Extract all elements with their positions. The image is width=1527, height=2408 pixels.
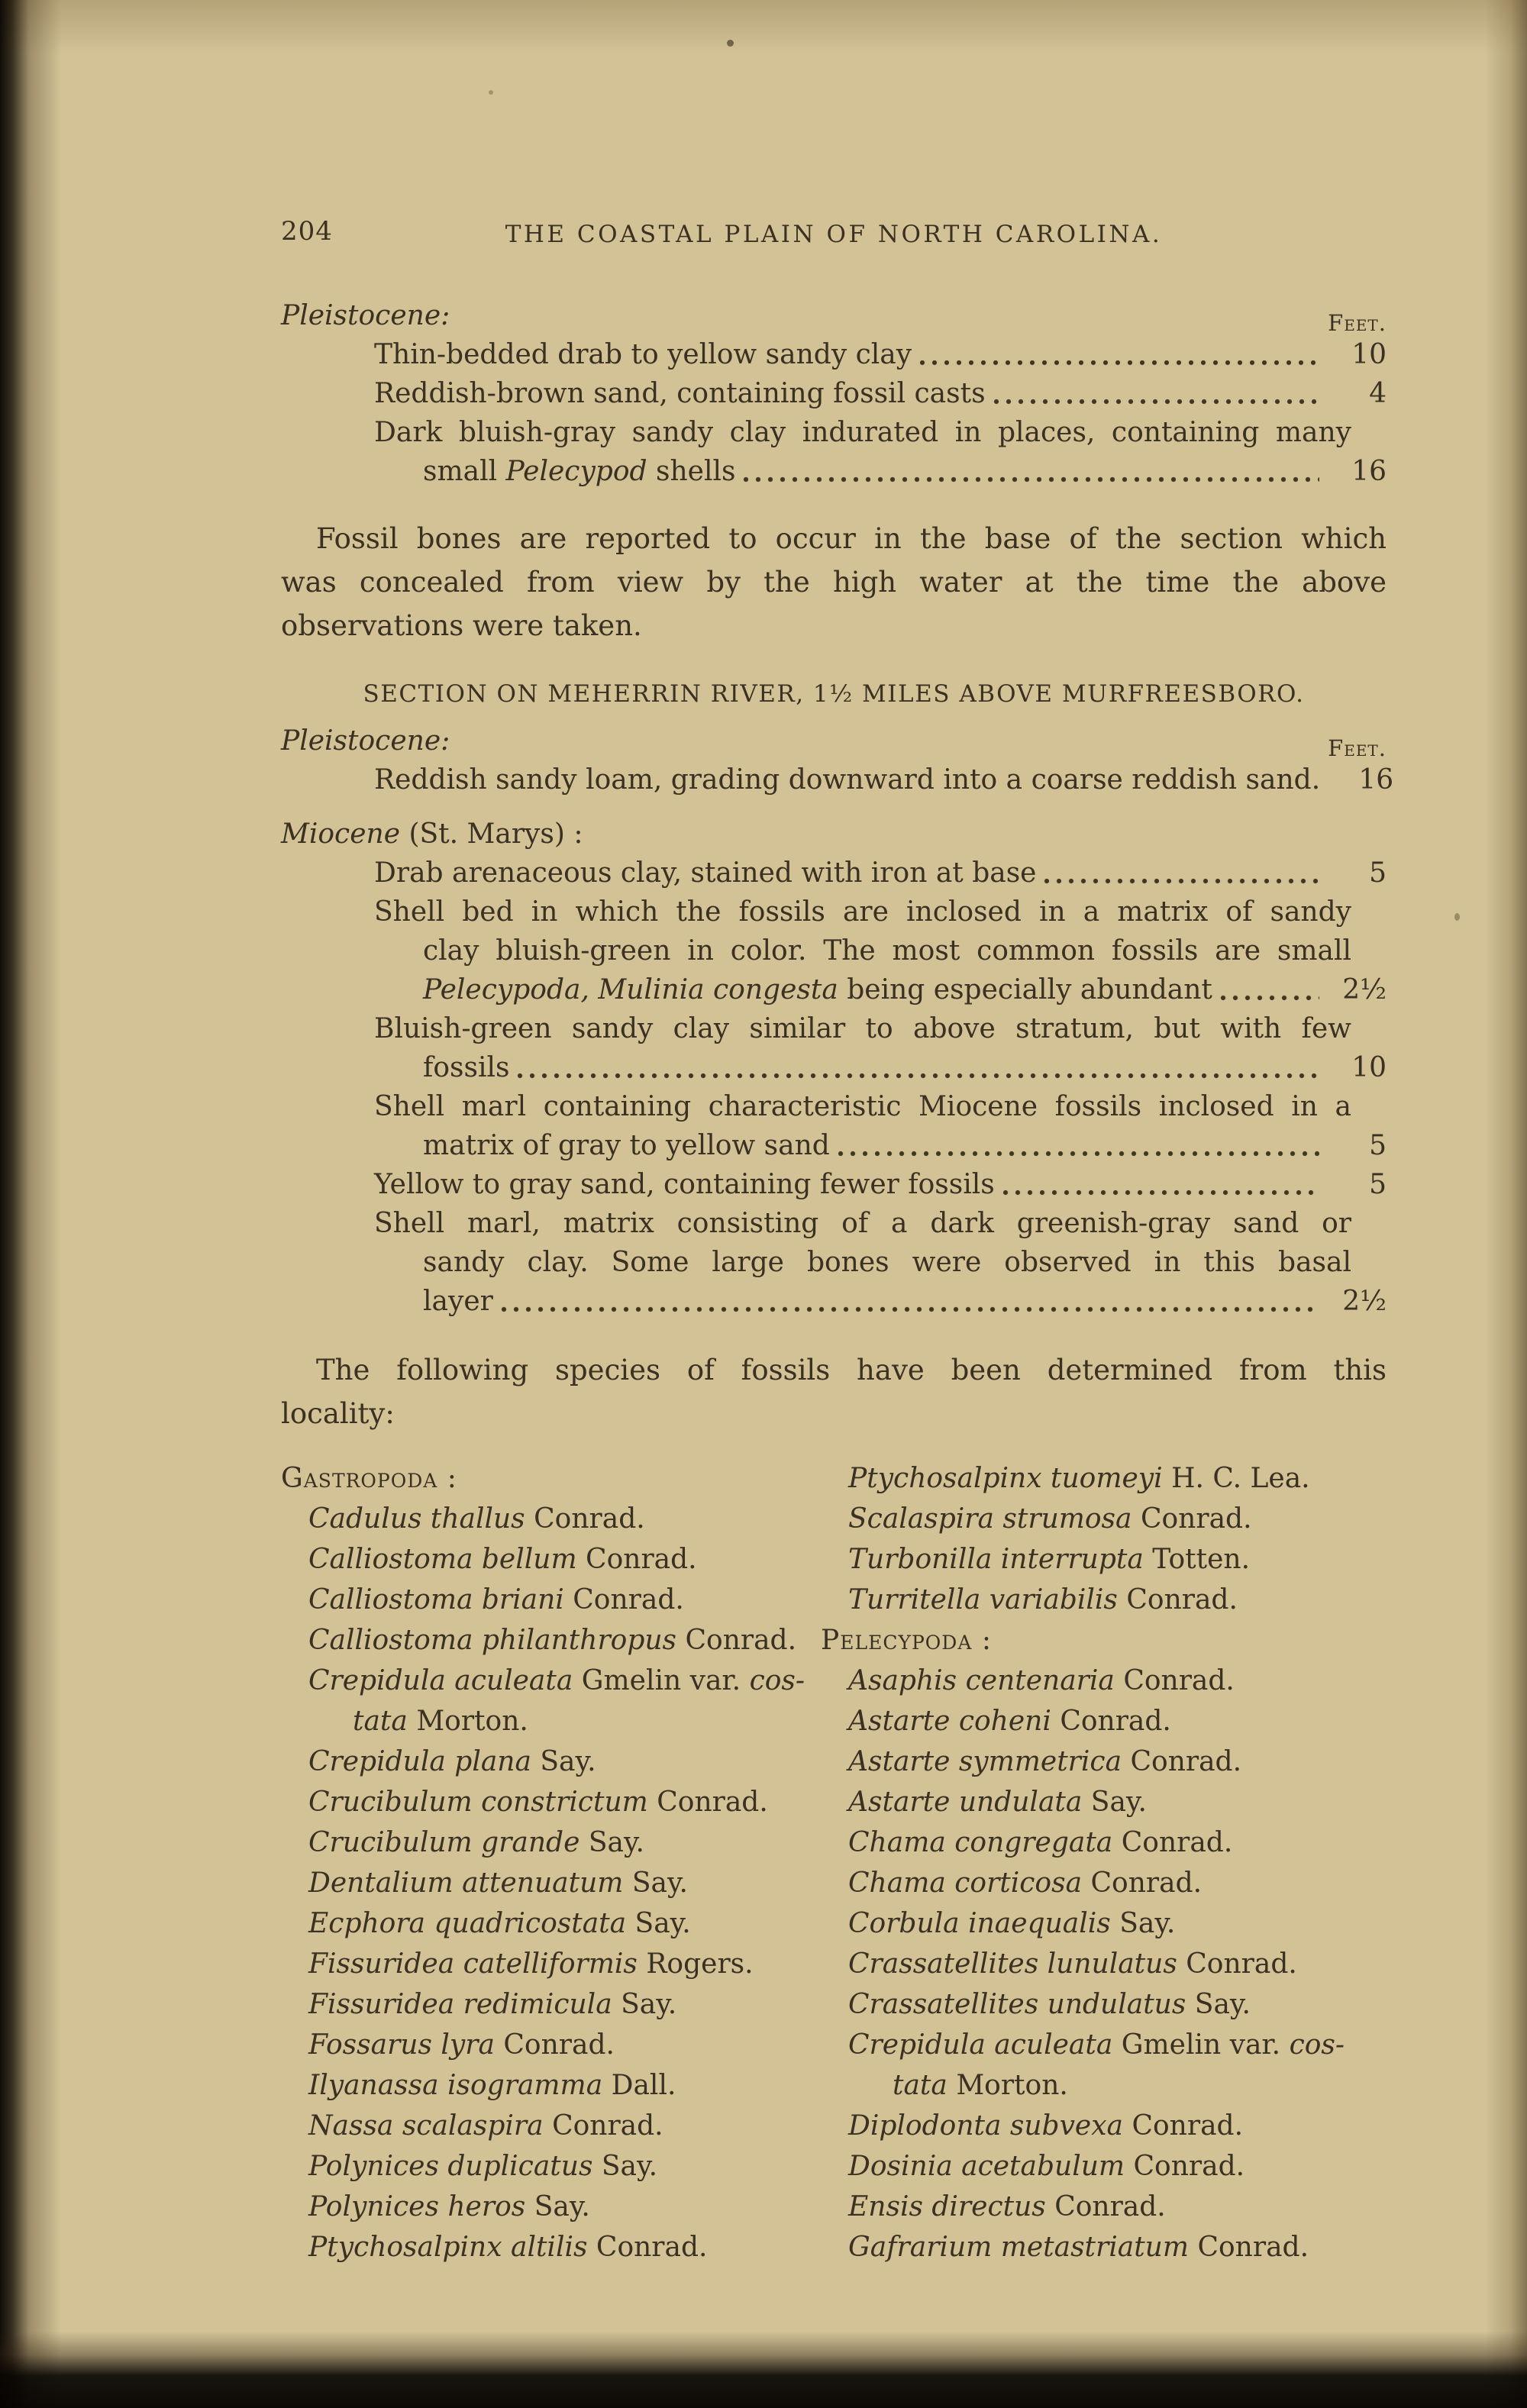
stratum-entry: [281, 1126, 1387, 1165]
species-author: Conrad.: [503, 2029, 615, 2061]
feet-value: 16: [1358, 764, 1394, 796]
species-author: Conrad.: [596, 2232, 708, 2263]
species-item: [821, 1863, 1387, 1903]
stratum-entry: [281, 1048, 1387, 1087]
dot-leader: [741, 452, 1319, 491]
entry-text: [423, 452, 735, 491]
species-name: Ilyanassa isogramma: [308, 2070, 603, 2101]
stratum-entry: [281, 760, 1394, 799]
entry-line: Bluish-green sandy clay similar to above stratum, but with few: [374, 1013, 1351, 1044]
species-item: [281, 2065, 793, 2106]
dot-leader: [515, 1048, 1319, 1087]
species-author: Conrad.: [552, 2110, 663, 2142]
species-name: Nassa scalaspira: [308, 2110, 544, 2142]
page-header: [281, 212, 1387, 252]
species-item: [281, 2106, 793, 2146]
species-name: Chama congregata: [848, 1827, 1113, 1858]
species-author: Say.: [540, 1746, 596, 1777]
species-author: Conrad.: [1133, 2151, 1245, 2182]
binding-shadow: [0, 0, 61, 2408]
species-name: Fissuridea redimicula: [308, 1989, 612, 2020]
species-item: [821, 2146, 1387, 2187]
species-name: Calliostoma briani: [308, 1584, 564, 1616]
species-column-right: [821, 1458, 1387, 2268]
species-author: Conrad.: [1060, 1706, 1171, 1737]
feet-value: 10: [1351, 339, 1387, 370]
section-pleistocene-1: [281, 296, 1387, 491]
species-class-heading: Pelecypoda :: [821, 1625, 992, 1656]
page-edge-shadow-top: [0, 0, 1527, 53]
feet-column-label: Feet.: [1328, 310, 1387, 336]
species-author: Conrad.: [1090, 1867, 1203, 1899]
dot-leader: [1001, 1165, 1319, 1204]
page-content: [281, 212, 1394, 2321]
species-item: [281, 1539, 793, 1580]
taxon-name: Pelecypod: [505, 456, 647, 487]
species-item: [821, 1741, 1387, 1782]
feet-value: 5: [1369, 1169, 1387, 1200]
feet-value: 2½: [1342, 974, 1387, 1005]
dot-leader: [1042, 854, 1319, 893]
species-author: Say.: [631, 1867, 688, 1899]
entry-text: Reddish-brown sand, containing fossil casts: [374, 378, 986, 409]
species-name: tata: [893, 2070, 948, 2101]
species-item: [821, 2187, 1387, 2227]
species-item: [821, 1499, 1387, 1539]
species-item: [281, 1944, 793, 1984]
section-title: SECTION ON MEHERRIN RIVER, 1½ MILES ABOVE MURFREESBORO.: [363, 680, 1305, 708]
species-item: [821, 1539, 1387, 1580]
paper-speck: [489, 90, 493, 95]
paragraph-line: observations were taken.: [281, 609, 642, 642]
section-pleistocene-2: [281, 721, 1394, 799]
species-author: Conrad.: [586, 1544, 697, 1575]
stratum-heading: Pleistocene:: [281, 725, 450, 757]
stratum-heading-row: [281, 815, 1387, 854]
feet-value: 5: [1369, 857, 1387, 889]
dot-leader: [992, 374, 1319, 413]
species-name: cos-: [749, 1665, 805, 1696]
entry-text: fossils: [423, 1052, 510, 1083]
species-name: Polynices heros: [308, 2191, 526, 2222]
species-item: [821, 1661, 1387, 1701]
entry-text: layer: [423, 1286, 493, 1317]
species-item: [821, 2227, 1387, 2268]
species-item: [281, 1822, 793, 1863]
species-author: Gmelin var.: [1121, 2029, 1281, 2061]
species-item: [821, 1984, 1387, 2025]
species-item: [281, 1580, 793, 1620]
species-name: Asaphis centenaria: [848, 1665, 1115, 1696]
species-item: [821, 1580, 1387, 1620]
section-miocene: [281, 815, 1387, 1321]
species-name: Crassatellites lunulatus: [848, 1948, 1177, 1980]
species-author: Conrad.: [1132, 2110, 1244, 2142]
species-name: Crucibulum grande: [308, 1827, 580, 1858]
species-name: Ptychosalpinx altilis: [308, 2232, 588, 2263]
stratum-entry: [281, 970, 1387, 1009]
entry-text: [423, 970, 1212, 1009]
species-name: cos-: [1289, 2029, 1345, 2061]
species-name: Astarte coheni: [848, 1706, 1051, 1737]
species-name: Astarte undulata: [848, 1787, 1083, 1818]
stratum-entry: [281, 335, 1387, 374]
species-name: tata: [353, 1706, 408, 1737]
species-item: [281, 1620, 797, 1661]
species-name: Ecphora quadricostata: [308, 1908, 627, 1939]
species-name: Calliostoma philanthropus: [308, 1625, 677, 1656]
species-item: [821, 1822, 1387, 1863]
species-name: Dosinia acetabulum: [848, 2151, 1125, 2182]
species-item: [281, 1661, 805, 1741]
species-author: Morton.: [956, 2070, 1068, 2101]
stratum-entry: [281, 374, 1387, 413]
species-name: Turritella variabilis: [848, 1584, 1118, 1616]
paragraph-line: locality:: [281, 1397, 395, 1430]
species-name: Gafrarium metastriatum: [848, 2232, 1189, 2263]
species-item-continuation: [308, 1701, 793, 1741]
species-name: Chama corticosa: [848, 1867, 1083, 1899]
species-author: Rogers.: [646, 1948, 754, 1980]
species-name: Astarte symmetrica: [848, 1746, 1122, 1777]
entry-text: Reddish sandy loam, grading downward into a coarse reddish sand.: [374, 764, 1321, 796]
species-author: Say.: [1119, 1908, 1176, 1939]
stratum-heading-italic: Miocene: [281, 818, 401, 850]
species-author: Conrad.: [1140, 1503, 1252, 1535]
entry-text: Thin-bedded drab to yellow sandy clay: [374, 339, 912, 370]
paragraph-fossil-bones: [281, 517, 1387, 647]
page-number: 204: [281, 216, 333, 247]
species-class-heading: Gastropoda :: [281, 1463, 457, 1494]
entry-line: Shell bed in which the fossils are inclosed in a matrix of sandy: [374, 896, 1351, 928]
species-author: Conrad.: [534, 1503, 645, 1535]
species-author: Conrad.: [1123, 1665, 1235, 1696]
entry-text: matrix of gray to yellow sand: [423, 1130, 830, 1161]
species-name: Fissuridea catelliformis: [308, 1948, 638, 1980]
entry-text-part: small: [423, 456, 506, 487]
species-name: Diplodonta subvexa: [848, 2110, 1123, 2142]
species-name: Scalaspira strumosa: [848, 1503, 1132, 1535]
species-name: Crepidula aculeata: [848, 2029, 1113, 2061]
feet-value: 10: [1351, 1052, 1387, 1083]
stratum-heading-row: [281, 721, 1387, 760]
entry-text-part: shells: [647, 456, 736, 487]
species-item: [281, 1984, 793, 2025]
stratum-entry: [281, 452, 1387, 491]
paragraph-line: was concealed from view by the high water at the time the above: [281, 566, 1387, 599]
species-item: [821, 2025, 1387, 2106]
stratum-heading: Pleistocene:: [281, 300, 450, 331]
species-author: Morton.: [416, 1706, 528, 1737]
species-author: Dall.: [611, 2070, 676, 2101]
taxon-name: Pelecypoda, Mulinia congesta: [423, 974, 838, 1005]
species-name: Cadulus thallus: [308, 1503, 525, 1535]
paragraph-line: Fossil bones are reported to occur in the base of the section which: [316, 522, 1387, 555]
species-name: Crepidula aculeata: [308, 1665, 573, 1696]
species-name: Ptychosalpinx tuomeyi: [848, 1463, 1163, 1494]
species-item-continuation: [848, 2065, 1387, 2106]
species-author: Say.: [1194, 1989, 1251, 2020]
species-author: Say.: [634, 1908, 691, 1939]
species-author: Say.: [588, 1827, 644, 1858]
dot-leader: [499, 1282, 1319, 1321]
species-name: Calliostoma bellum: [308, 1544, 577, 1575]
species-author: Say.: [1090, 1787, 1147, 1818]
feet-value: 16: [1351, 456, 1387, 487]
dot-leader: [836, 1126, 1319, 1165]
dot-leader: [1219, 970, 1319, 1009]
entry-line: Shell marl containing characteristic Miocene fossils inclosed in a: [374, 1091, 1351, 1122]
species-author: Conrad.: [1126, 1584, 1238, 1616]
species-author: Conrad.: [1054, 2191, 1166, 2222]
entry-text: Drab arenaceous clay, stained with iron at base: [374, 857, 1037, 889]
species-item: [821, 1458, 1387, 1499]
dot-leader: [918, 335, 1319, 374]
species-author: Conrad.: [1186, 1948, 1297, 1980]
paper-speck: [1454, 913, 1460, 921]
species-item: [281, 1863, 793, 1903]
species-item: [821, 1944, 1387, 1984]
species-item: [281, 2025, 793, 2065]
entry-line: Shell marl, matrix consisting of a dark greenish-gray sand or: [374, 1208, 1351, 1239]
paragraph-line: The following species of fossils have been determined from this: [316, 1354, 1387, 1386]
stratum-entry: [281, 854, 1387, 893]
species-name: Fossarus lyra: [308, 2029, 495, 2061]
paragraph-species-intro: [281, 1348, 1387, 1435]
species-item: [821, 1701, 1387, 1741]
species-item: [281, 1782, 793, 1822]
species-item: [281, 2227, 793, 2268]
species-author: Conrad.: [573, 1584, 684, 1616]
species-author: Say.: [601, 2151, 658, 2182]
species-author: Conrad.: [1130, 1746, 1242, 1777]
page-edge-shadow-right: [1485, 0, 1527, 2408]
species-author: H. C. Lea.: [1171, 1463, 1310, 1494]
species-author: Conrad.: [685, 1625, 797, 1656]
species-author: Conrad.: [657, 1787, 768, 1818]
entry-line: sandy clay. Some large bones were observed in this basal: [423, 1247, 1351, 1278]
species-column-left: [281, 1458, 805, 2268]
feet-column-label: Feet.: [1328, 735, 1387, 761]
running-title: THE COASTAL PLAIN OF NORTH CAROLINA.: [505, 221, 1163, 248]
species-name: Corbula inaequalis: [848, 1908, 1111, 1939]
species-item: [821, 1782, 1387, 1822]
feet-value: 5: [1369, 1130, 1387, 1161]
species-item: [281, 1741, 793, 1782]
stratum-heading-rest: (St. Marys) :: [400, 818, 583, 850]
species-item: [281, 2187, 793, 2227]
stratum-heading: [281, 815, 583, 854]
stratum-entry: [281, 1165, 1387, 1204]
species-item: [821, 2106, 1387, 2146]
species-item: [281, 1499, 793, 1539]
stratum-entry: [281, 1282, 1387, 1321]
paper-speck: [727, 40, 734, 47]
species-item: [281, 2146, 793, 2187]
species-name: Crassatellites undulatus: [848, 1989, 1186, 2020]
species-name: Polynices duplicatus: [308, 2151, 593, 2182]
species-item: [281, 1903, 793, 1944]
species-name: Ensis directus: [848, 2191, 1046, 2222]
species-author: Say.: [534, 2191, 590, 2222]
species-author: Say.: [621, 1989, 677, 2020]
species-name: Turbonilla interrupta: [848, 1544, 1144, 1575]
species-author: Gmelin var.: [581, 1665, 741, 1696]
species-author: Conrad.: [1121, 1827, 1233, 1858]
feet-value: 2½: [1342, 1286, 1387, 1317]
species-list: [281, 1458, 1387, 2321]
species-name: Crucibulum constrictum: [308, 1787, 648, 1818]
entry-text: Yellow to gray sand, containing fewer fossils: [374, 1169, 995, 1200]
species-name: Crepidula plana: [308, 1746, 531, 1777]
species-author: Totten.: [1152, 1544, 1251, 1575]
species-name: Dentalium attenuatum: [308, 1867, 624, 1899]
entry-line: clay bluish-green in color. The most common fossils are small: [423, 935, 1351, 967]
stratum-heading-row: [281, 296, 1387, 335]
page-edge-shadow-bottom: [0, 2332, 1527, 2408]
entry-line: Dark bluish-gray sandy clay indurated in places, containing many: [374, 417, 1351, 448]
feet-value: 4: [1369, 378, 1387, 409]
species-item: [821, 1903, 1387, 1944]
entry-text-part: being especially abundant: [838, 974, 1212, 1005]
species-author: Conrad.: [1197, 2232, 1309, 2263]
